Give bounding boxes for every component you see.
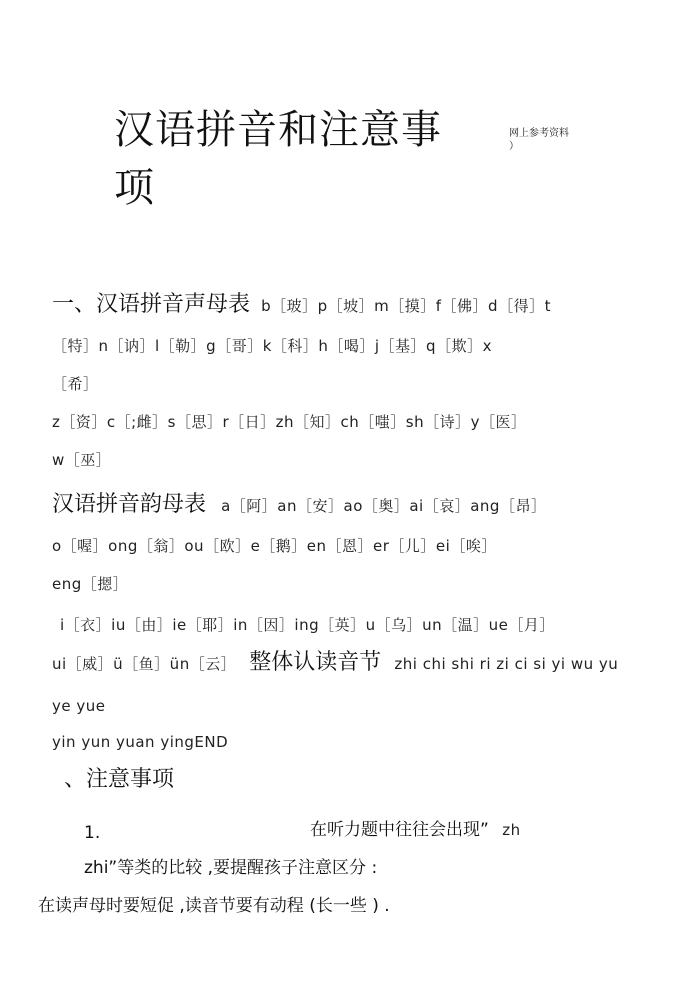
whole-syllables-heading: 整体认读音节 (249, 650, 382, 675)
finals-line3: eng［摁］ (52, 575, 129, 593)
whole-syllables-line3: yin yun yuan yingEND (52, 733, 229, 751)
notes-item-line3: 在读声母时要短促 ,读音节要有动程 (长一些 ) . (38, 896, 390, 916)
finals-heading: 汉语拼音韵母表 (52, 492, 207, 517)
reference-note-line2: ） (509, 141, 519, 152)
initials-line4: z［资］c［;雌］s［思］r［日］zh［知］ch［嗤］sh［诗］y［医］ (52, 413, 527, 431)
reference-note-line1: 网上参考资料 (509, 128, 569, 139)
finals-section-line1 (52, 494, 546, 516)
initials-section-line1 (52, 294, 551, 316)
whole-syllables-line1: zhi chi shi ri zi ci si yi wu yu (394, 655, 619, 673)
notes-item-line2: zhi”等类的比较 ,要提醒孩子注意区分 : (84, 858, 378, 878)
notes-item-line1-tail: zh (502, 821, 521, 839)
finals-line4: i［衣］iu［由］ie［耶］in［因］ing［英］u［乌］un［温］ue［月］ (60, 616, 555, 634)
notes-item-line1: 在听力题中往往会出现” zh (310, 820, 521, 840)
page-title-line2: 项 (114, 165, 155, 211)
page-title-line1: 汉语拼音和注意事 (114, 107, 442, 153)
initials-heading: 一、汉语拼音声母表 (52, 292, 251, 317)
page-title (114, 107, 442, 153)
finals-line2: o［喔］ong［翁］ou［欧］e［鹅］en［恩］er［儿］ei［唉］ (52, 537, 497, 555)
whole-syllables-line2: ye yue (52, 697, 106, 715)
finals-line5 (52, 652, 618, 674)
notes-item-number: 1. (84, 823, 101, 843)
initials-line3: ［希］ (52, 375, 99, 393)
notes-heading: 、注意事项 (64, 767, 175, 792)
finals-line1: a［阿］an［安］ao［奥］ai［哀］ang［昂］ (221, 497, 547, 515)
reference-note (509, 127, 569, 153)
initials-line5: w［巫］ (52, 451, 112, 469)
initials-line2: ［特］n［讷］l［勒］g［哥］k［科］h［喝］j［基］q［欺］x (52, 337, 492, 355)
finals-line5-a: ui［威］ü［鱼］ün［云］ (52, 655, 237, 673)
initials-line1: b［玻］p［坡］m［摸］f［佛］d［得］t (261, 297, 551, 315)
